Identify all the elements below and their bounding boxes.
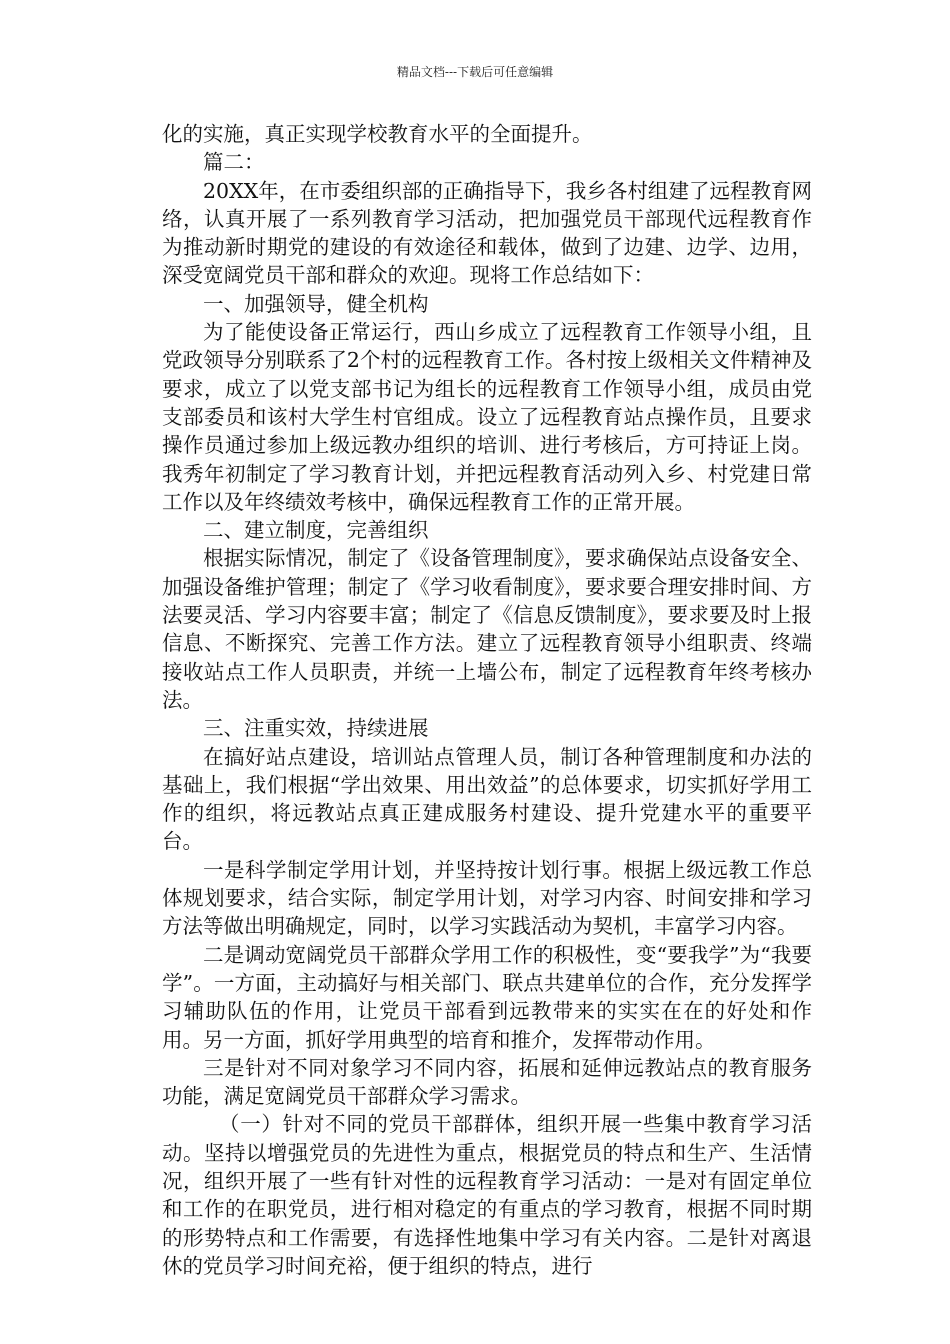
paragraph: 一是科学制定学用计划，并坚持按计划行事。根据上级远教工作总体规划要求，结合实际，制定学用计划，对学习内容、时间安排和学习方法等做出明确规定，同时，以学习实践活动为契机，丰富学习内容。 — [162, 857, 812, 939]
paragraph: 20XX年，在市委组织部的正确指导下，我乡各村组建了远程教育网络，认真开展了一系列教育学习活动，把加强党员干部现代远程教育作为推动新时期党的建设的有效途径和载体，做到了边建、边学、边用，深受宽阔党员干部和群众的欢迎。现将工作总结如下： — [162, 178, 812, 288]
paragraph: 二、建立制度，完善组织 — [203, 518, 429, 543]
paragraph: 一、加强领导，健全机构 — [203, 291, 429, 316]
paragraph: 化的实施，真正实现学校教育水平的全面提升。 — [162, 122, 593, 146]
document-body — [162, 120, 812, 1280]
paragraph: 二是调动宽阔党员干部群众学用工作的积极性，变“要我学”为“我要学”。一方面，主动搞好与相关部门、联点共建单位的合作，充分发挥学习辅助队伍的作用，让党员干部看到远教带来的实实在在的好处和作用。另一方面，抓好学用典型的培育和推介，发挥带动作用。 — [162, 942, 812, 1052]
page-header: 精品文档---下载后可任意编辑 — [396, 65, 554, 79]
paragraph: （一）针对不同的党员干部群体，组织开展一些集中教育学习活动。坚持以增强党员的先进性为重点，根据党员的特点和生产、生活情况，组织开展了一些有针对性的远程教育学习活动：一是对有固定单位和工作的在职党员，进行相对稳定的有重点的学习教育，根据不同时期的形势特点和工作需要，有选择性地集中学习有关内容。二是针对离退休的党员学习时间充裕，便于组织的特点，进行 — [162, 1112, 812, 1278]
paragraph: 根据实际情况，制定了《设备管理制度》，要求确保站点设备安全、加强设备维护管理；制定了《学习收看制度》，要求要合理安排时间、方法要灵活、学习内容要丰富；制定了《信息反馈制度》，要求要及时上报信息、不断探究、完善工作方法。建立了远程教育领导小组职责、终端接收站点工作人员职责，并统一上墙公布，制定了远程教育年终考核办法。 — [162, 546, 812, 712]
paragraph: 在搞好站点建设，培训站点管理人员，制订各种管理制度和办法的基础上，我们根据“学出效果、用出效益”的总体要求，切实抓好学用工作的组织，将远教站点真正建成服务村建设、提升党建水平的重要平台。 — [162, 744, 812, 854]
paragraph: 为了能使设备正常运行，西山乡成立了远程教育工作领导小组，且党政领导分别联系了2个村的远程教育工作。各村按上级相关文件精神及要求，成立了以党支部书记为组长的远程教育工作领导小组，成员由党支部委员和该村大学生村官组成。设立了远程教育站点操作员，且要求操作员通过参加上级远教办组织的培训、进行考核后，方可持证上岗。我秀年初制定了学习教育计划，并把远程教育活动列入乡、村党建日常工作以及年终绩效考核中，确保远程教育工作的正常开展。 — [162, 320, 812, 514]
paragraph: 篇二： — [203, 150, 265, 175]
paragraph: 三、注重实效，持续进展 — [203, 716, 429, 741]
paragraph: 三是针对不同对象学习不同内容，拓展和延伸远教站点的教育服务功能，满足宽阔党员干部群众学习需求。 — [162, 1055, 812, 1109]
